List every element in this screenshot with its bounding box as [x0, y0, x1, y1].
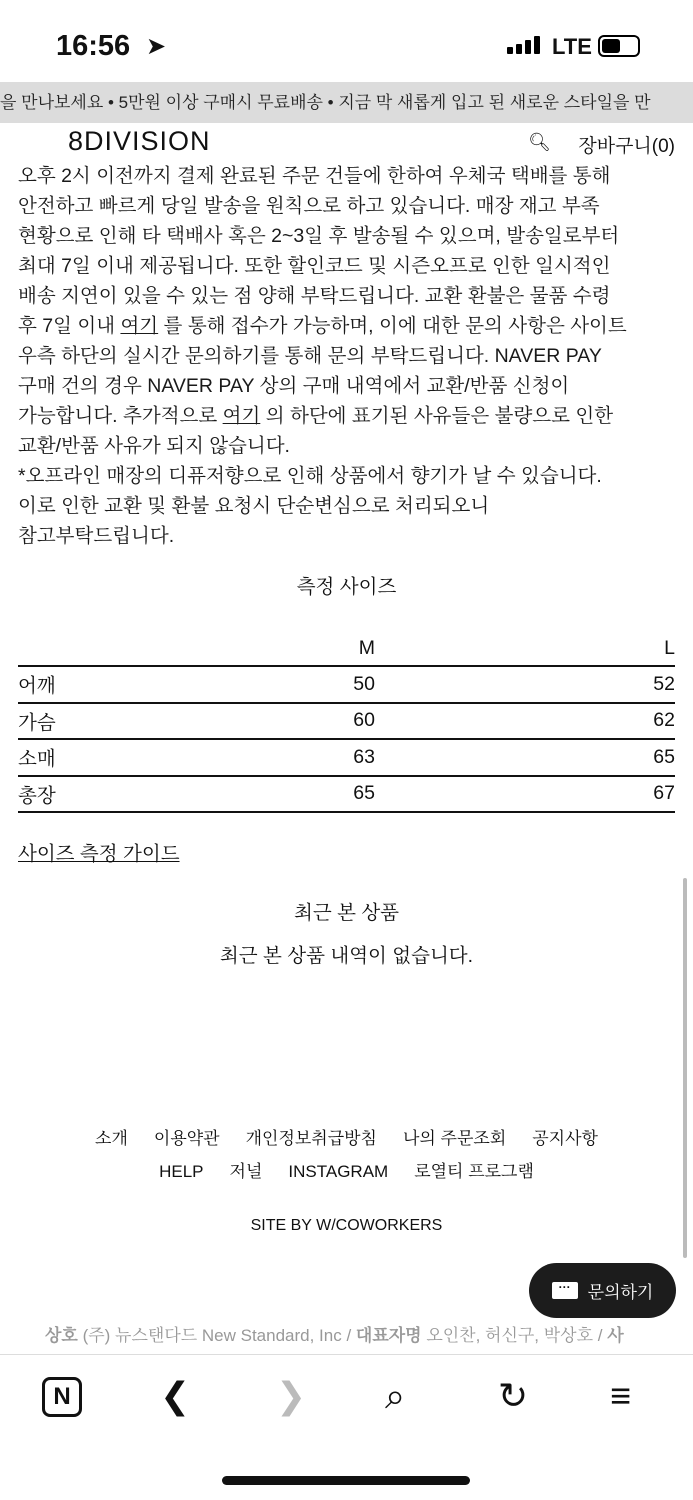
text-line: 배송 지연이 있을 수 있는 점 양해 부탁드립니다. 교환 환불은 물품 수령: [18, 285, 611, 307]
search-icon[interactable]: 🔍︎: [528, 132, 551, 152]
menu-icon[interactable]: ≡: [610, 1375, 632, 1416]
here-link[interactable]: 여기: [120, 315, 159, 337]
clock: 16:56: [56, 30, 131, 62]
text-line: 현황으로 인해 타 택배사 혹은 2~3일 후 발송될 수 있으며, 발송일로부터: [18, 225, 620, 247]
naver-home-icon[interactable]: N: [42, 1377, 82, 1417]
text-line: 이로 인한 교환 및 환불 요청시 단순변심으로 처리되오니: [18, 495, 490, 517]
footer-links: [0, 1124, 693, 1149]
refresh-icon[interactable]: ↻: [498, 1375, 529, 1416]
footer-link[interactable]: 이용약관: [153, 1129, 220, 1148]
footer-link[interactable]: 공지사항: [532, 1129, 598, 1148]
chat-label: 문의하기: [587, 1283, 654, 1302]
search-icon[interactable]: ⌕: [385, 1375, 406, 1416]
footer-link[interactable]: 저널: [229, 1162, 263, 1181]
status-bar: [0, 0, 693, 82]
logo[interactable]: 8DIVISION: [68, 126, 211, 156]
col-header: M: [103, 632, 555, 666]
battery-icon: [598, 35, 640, 57]
col-header: L: [555, 632, 675, 666]
recent-empty: 최근 본 상품 내역이 없습니다.: [219, 945, 474, 967]
footer-link[interactable]: 로열티 프로그램: [414, 1162, 534, 1181]
size-title: 측정 사이즈: [296, 576, 397, 598]
table-row: 총장 65 67: [18, 776, 675, 813]
recent-title: 최근 본 상품: [293, 902, 400, 924]
site-header: [0, 124, 693, 160]
cart-link[interactable]: 장바구니(0): [578, 136, 675, 157]
signal-icon: [507, 36, 540, 54]
location-arrow-icon: ➤: [146, 33, 167, 60]
forward-icon[interactable]: ❯: [276, 1375, 307, 1416]
text-line: 구매 건의 경우 NAVER PAY 상의 구매 내역에서 교환/반품 신청이: [18, 375, 570, 397]
text-line: 교환/반품 사유가 되지 않습니다.: [18, 435, 290, 457]
footer-link[interactable]: HELP: [159, 1162, 204, 1181]
inquiry-chat-button[interactable]: [529, 1263, 676, 1318]
text-line: 후 7일 이내 여기 를 통해 접수가 가능하며, 이에 대한 문의 사항은 사이트: [18, 315, 627, 337]
footer-link[interactable]: 소개: [95, 1129, 128, 1148]
text-line: 안전하고 빠르게 당일 발송을 원칙으로 하고 있습니다. 매장 재고 부족: [18, 195, 600, 217]
home-indicator: [222, 1476, 470, 1485]
scrollbar[interactable]: [683, 878, 687, 1258]
footer-link[interactable]: 나의 주문조회: [402, 1129, 507, 1148]
table-row: 가슴 60 62: [18, 703, 675, 740]
text-line: *오프라인 매장의 디퓨저향으로 인해 상품에서 향기가 날 수 있습니다.: [18, 465, 602, 487]
text-line: 최대 7일 이내 제공됩니다. 또한 할인코드 및 시즌오프로 인한 일시적인: [18, 255, 611, 277]
footer-links: [0, 1157, 693, 1182]
footer-link[interactable]: 개인정보취급방침: [245, 1129, 377, 1148]
company-info: 상호 (주) 뉴스탠다드 New Standard, Inc / 대표자명 오인찬, 허신구, 박상호 / 사: [45, 1326, 624, 1345]
network-label: LTE: [552, 34, 592, 59]
back-icon[interactable]: ❮: [160, 1375, 191, 1416]
shipping-info-text: [18, 161, 675, 551]
announcement-marquee[interactable]: 을 만나보세요 • 5만원 이상 구매시 무료배송 • 지금 막 새롭게 입고 된 새로운 스타일을 만: [0, 82, 693, 123]
site-credit[interactable]: SITE BY W/COWORKERS: [250, 1217, 443, 1234]
size-guide-link[interactable]: 사이즈 측정 가이드: [18, 843, 180, 865]
here-link[interactable]: 여기: [222, 405, 261, 427]
text-line: 오후 2시 이전까지 결제 완료된 주문 건들에 한하여 우체국 택배를 통해: [18, 165, 611, 187]
table-row: 어깨 50 52: [18, 666, 675, 703]
text-line: 참고부탁드립니다.: [18, 525, 175, 547]
footer-link[interactable]: INSTAGRAM: [288, 1162, 389, 1181]
text-line: 우측 하단의 실시간 문의하기를 통해 문의 부탁드립니다. NAVER PAY: [18, 345, 602, 367]
text-line: 가능합니다. 추가적으로 여기 의 하단에 표기된 사유들은 불량으로 인한: [18, 405, 614, 427]
chat-bubble-icon: ···: [552, 1282, 578, 1299]
table-row: 소매 63 65: [18, 739, 675, 776]
size-table: [18, 632, 675, 813]
